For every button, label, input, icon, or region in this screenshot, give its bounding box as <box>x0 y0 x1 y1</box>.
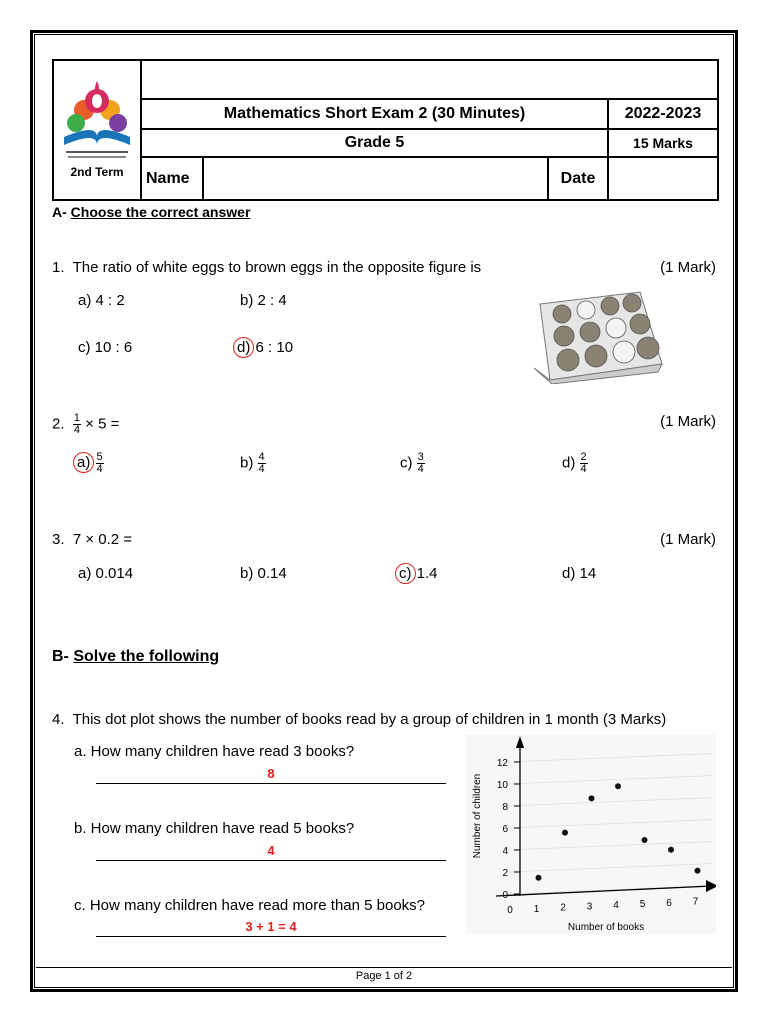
exam-header-table <box>52 59 719 201</box>
q4c-question: c. How many children have read more than 5 books? <box>74 897 426 914</box>
footer-divider <box>36 967 732 968</box>
name-label: Name <box>141 157 203 200</box>
q2-d-numerator: 2 <box>580 451 587 463</box>
x-tick-label: 3 <box>586 901 593 913</box>
q4a-answer: 8 <box>267 766 275 781</box>
x-tick-label: 7 <box>692 896 699 908</box>
q4b-answer: 4 <box>267 843 275 858</box>
q2-c-numerator: 3 <box>417 451 424 463</box>
grid-line <box>506 842 712 850</box>
grade-label: Grade 5 <box>141 129 608 157</box>
name-field[interactable] <box>203 157 548 200</box>
answer-circle: c) <box>395 563 416 584</box>
q2-denominator: 4 <box>73 424 80 436</box>
section-a-heading <box>52 204 250 220</box>
q3-option-c[interactable] <box>398 565 438 582</box>
q2-b-denominator: 4 <box>258 463 265 475</box>
chart-grid <box>506 754 712 894</box>
question-1 <box>52 259 481 276</box>
q2-fraction <box>73 413 81 436</box>
x-tick-label: 4 <box>613 900 619 912</box>
q4-text: This dot plot shows the number of books read by a group of children in 1 month (3 Marks) <box>72 711 667 728</box>
q4a-answer-line[interactable] <box>96 783 446 784</box>
y-axis-label: Number of children <box>472 773 483 859</box>
grid-line <box>506 864 712 872</box>
q4b-question: b. How many children have read 5 books? <box>74 820 355 837</box>
section-b-heading <box>52 648 219 666</box>
egg-carton-image <box>530 284 664 384</box>
q1-option-a[interactable]: a) 4 : 2 <box>78 292 125 309</box>
q2-d-denominator: 4 <box>580 463 587 475</box>
q2-option-a[interactable] <box>76 452 104 475</box>
q1-option-c[interactable]: c) 10 : 6 <box>78 339 133 356</box>
q2-c-letter: c) <box>400 454 413 472</box>
q2-option-c[interactable] <box>400 452 425 475</box>
q2-numerator: 1 <box>73 412 80 424</box>
q4a-question: a. How many children have read 3 books? <box>74 743 355 760</box>
q2-c-denominator: 4 <box>417 463 424 475</box>
x-tick-label: 0 <box>507 905 513 916</box>
x-tick-label: 6 <box>666 897 672 909</box>
section-a-letter: A- <box>52 204 67 220</box>
y-axis-arrow-icon <box>516 736 524 748</box>
q2-d-letter: d) <box>562 454 576 472</box>
y-tick-label: 0 <box>502 890 508 901</box>
school-logo-icon <box>54 65 140 175</box>
q4-number: 4. <box>52 711 65 728</box>
q4c-answer: 3 + 1 = 4 <box>245 919 297 934</box>
y-tick-label: 4 <box>502 846 508 857</box>
q2-a-denominator: 4 <box>96 463 103 475</box>
q2-b-numerator: 4 <box>258 451 265 463</box>
q4b-answer-line[interactable] <box>96 860 446 861</box>
school-year: 2022-2023 <box>608 99 718 129</box>
data-point <box>615 783 621 789</box>
q3-option-a[interactable]: a) 0.014 <box>78 565 134 582</box>
data-point <box>536 875 542 881</box>
answer-circle: d) <box>233 337 254 358</box>
logo-cell <box>53 60 141 200</box>
q1-text: The ratio of white eggs to brown eggs in the opposite figure is <box>72 259 482 276</box>
data-point <box>642 837 648 843</box>
answer-circle: a) <box>73 452 94 473</box>
q2-b-letter: b) <box>240 454 254 472</box>
q2-a-numerator: 5 <box>96 451 103 463</box>
q3-mark: (1 Mark) <box>660 531 716 548</box>
x-axis <box>496 886 712 896</box>
data-point <box>589 795 595 801</box>
grid-line <box>506 820 712 828</box>
data-point <box>562 830 568 836</box>
section-b-title: Solve the following <box>73 648 220 665</box>
x-tick-label: 2 <box>560 902 566 914</box>
q1-number: 1. <box>52 259 65 276</box>
section-a-title: Choose the correct answer <box>70 204 251 220</box>
y-tick-label: 2 <box>502 868 508 879</box>
question-3 <box>52 531 132 548</box>
q3-option-d[interactable]: d) 14 <box>562 565 597 582</box>
grid-line <box>506 798 712 806</box>
q3-option-c-value: 1.4 <box>416 565 438 582</box>
total-marks: 15 Marks <box>608 129 718 157</box>
x-axis-label: Number of books <box>567 922 645 933</box>
page-number: Page 1 of 2 <box>355 970 413 982</box>
y-tick-label: 12 <box>496 758 508 769</box>
books-dot-plot <box>466 734 716 934</box>
date-field[interactable] <box>608 157 718 200</box>
y-tick-label: 8 <box>502 802 508 813</box>
q1-option-d-value: 6 : 10 <box>255 339 294 356</box>
question-4 <box>52 711 666 728</box>
section-b-letter: B- <box>52 648 69 665</box>
x-tick-label: 1 <box>533 903 540 915</box>
q2-option-b[interactable] <box>240 452 266 475</box>
y-tick-label: 6 <box>502 824 508 835</box>
q2-mark: (1 Mark) <box>660 413 716 430</box>
term-label: 2nd Term <box>70 165 124 179</box>
data-point <box>668 847 674 853</box>
q3-number: 3. <box>52 531 65 548</box>
q1-mark: (1 Mark) <box>660 259 716 276</box>
q3-text: 7 × 0.2 = <box>72 531 133 548</box>
q3-option-b[interactable]: b) 0.14 <box>240 565 287 582</box>
exam-title: Mathematics Short Exam 2 (30 Minutes) <box>141 99 608 129</box>
question-2 <box>52 413 119 436</box>
blank-header-cell <box>141 60 718 99</box>
date-label: Date <box>548 157 608 200</box>
grid-line <box>506 776 712 784</box>
q2-number: 2. <box>52 415 65 433</box>
q1-option-b[interactable]: b) 2 : 4 <box>240 292 287 309</box>
data-point <box>695 868 701 874</box>
x-tick-label: 5 <box>639 899 646 910</box>
y-tick-label: 10 <box>496 780 508 791</box>
grid-line <box>506 754 712 762</box>
q1-option-d[interactable] <box>236 339 293 356</box>
x-axis-arrow-icon <box>706 880 716 892</box>
q4c-answer-line[interactable] <box>96 936 446 937</box>
q2-option-d[interactable] <box>562 452 588 475</box>
q2-rest: × 5 = <box>85 415 120 433</box>
